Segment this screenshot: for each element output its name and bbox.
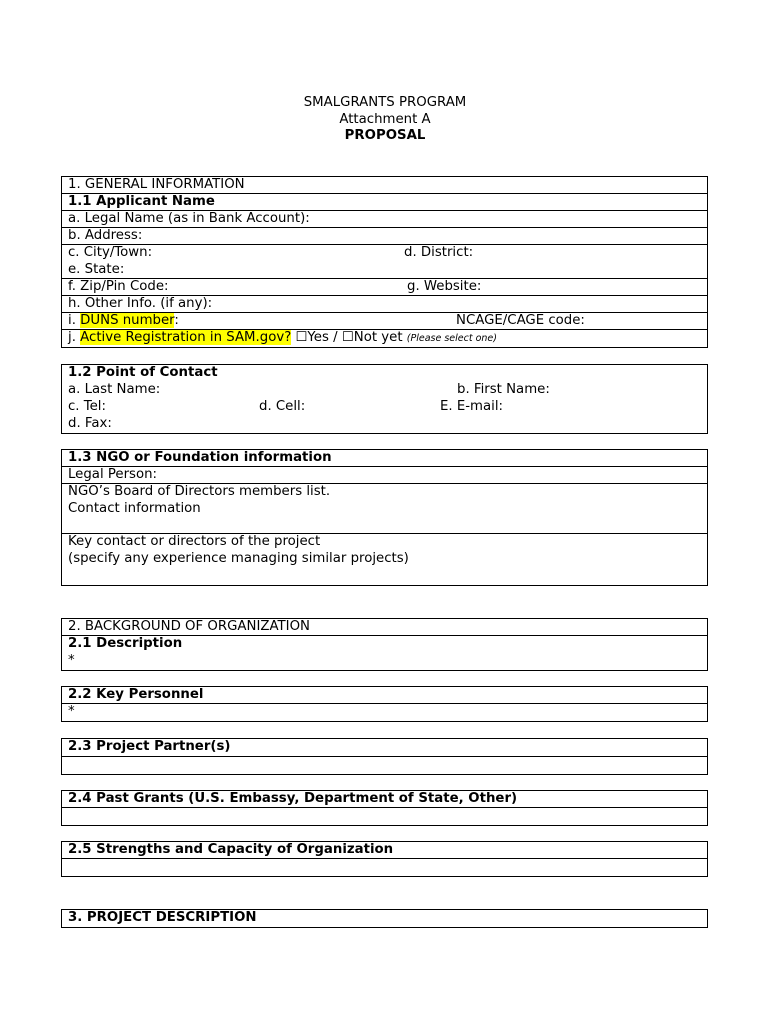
cell-label: d. Cell: bbox=[259, 399, 306, 414]
background-table bbox=[61, 618, 708, 671]
experience-note: (specify any experience managing similar projects) bbox=[68, 551, 409, 566]
past-grants-heading: 2.4 Past Grants (U.S. Embassy, Department of State, Other) bbox=[62, 791, 707, 808]
fax-label: d. Fax: bbox=[68, 416, 112, 431]
point-of-contact-heading: 1.2 Point of Contact bbox=[68, 365, 218, 380]
other-info-row[interactable]: h. Other Info. (if any): bbox=[62, 296, 707, 313]
project-partners-heading: 2.3 Project Partner(s) bbox=[62, 739, 707, 757]
contact-information-label: Contact information bbox=[68, 501, 201, 516]
duns-number-label: DUNS number bbox=[80, 313, 175, 328]
project-partners-table bbox=[61, 738, 708, 775]
general-information-table bbox=[61, 176, 708, 348]
point-of-contact-block[interactable] bbox=[62, 365, 707, 433]
state-label: e. State: bbox=[68, 262, 125, 277]
legal-name-row[interactable]: a. Legal Name (as in Bank Account): bbox=[62, 211, 707, 228]
key-contact-label: Key contact or directors of the project bbox=[68, 534, 321, 549]
address-row[interactable]: b. Address: bbox=[62, 228, 707, 245]
point-of-contact-table bbox=[61, 364, 708, 434]
district-label: d. District: bbox=[404, 245, 474, 260]
email-label: E. E-mail: bbox=[440, 399, 504, 414]
strengths-heading: 2.5 Strengths and Capacity of Organization bbox=[62, 842, 707, 859]
city-state-row[interactable] bbox=[62, 245, 707, 279]
program-title: SMALGRANTS PROGRAM bbox=[303, 95, 467, 110]
sam-registration-label: Active Registration in SAM.gov? bbox=[80, 330, 292, 345]
yes-option: Yes / bbox=[307, 330, 342, 345]
key-personnel-table bbox=[61, 686, 708, 722]
not-yet-option: Not yet bbox=[353, 330, 403, 345]
ncage-label: NCAGE/CAGE code: bbox=[456, 313, 585, 328]
project-partners-field[interactable] bbox=[62, 757, 707, 774]
legal-person-row[interactable]: Legal Person: bbox=[62, 467, 707, 484]
description-row[interactable] bbox=[62, 636, 707, 670]
key-personnel-field[interactable]: * bbox=[68, 704, 75, 719]
not-yet-checkbox-icon[interactable]: ☐ bbox=[341, 330, 354, 345]
website-label: g. Website: bbox=[407, 279, 482, 294]
key-personnel-heading: 2.2 Key Personnel bbox=[62, 687, 707, 704]
sam-registration-row: j. Active Registration in SAM.gov? ☐Yes / ☐Not yet (Please select one) bbox=[68, 330, 497, 345]
section-1-heading: 1. GENERAL INFORMATION bbox=[62, 177, 707, 194]
board-label: NGO’s Board of Directors members list. bbox=[68, 484, 331, 499]
strengths-table bbox=[61, 841, 708, 877]
board-row[interactable] bbox=[62, 484, 707, 534]
last-name-label: a. Last Name: bbox=[68, 382, 161, 397]
attachment-label: Attachment A bbox=[339, 112, 431, 127]
ngo-information-table bbox=[61, 449, 708, 586]
first-name-label: b. First Name: bbox=[457, 382, 550, 397]
description-heading: 2.1 Description bbox=[68, 636, 183, 651]
zip-website-row[interactable] bbox=[62, 279, 707, 296]
zip-label: f. Zip/Pin Code: bbox=[68, 279, 169, 294]
past-grants-table bbox=[61, 790, 708, 826]
section-3-heading: 3. PROJECT DESCRIPTION bbox=[68, 910, 257, 925]
yes-checkbox-icon[interactable]: ☐ bbox=[295, 330, 308, 345]
description-value: * bbox=[68, 653, 75, 668]
duns-row[interactable]: i. DUNS number: NCAGE/CAGE code: bbox=[62, 313, 707, 330]
past-grants-field[interactable] bbox=[62, 808, 707, 825]
key-contact-row[interactable] bbox=[62, 534, 707, 585]
section-2-heading: 2. BACKGROUND OF ORGANIZATION bbox=[62, 619, 707, 636]
document-title: PROPOSAL bbox=[344, 128, 426, 143]
project-description-table bbox=[61, 909, 708, 928]
tel-label: c. Tel: bbox=[68, 399, 106, 414]
select-note: (Please select one) bbox=[406, 333, 497, 344]
ngo-heading: 1.3 NGO or Foundation information bbox=[62, 450, 707, 467]
city-label: c. City/Town: bbox=[68, 245, 153, 260]
strengths-field[interactable] bbox=[62, 859, 707, 876]
applicant-name-heading: 1.1 Applicant Name bbox=[62, 194, 707, 211]
